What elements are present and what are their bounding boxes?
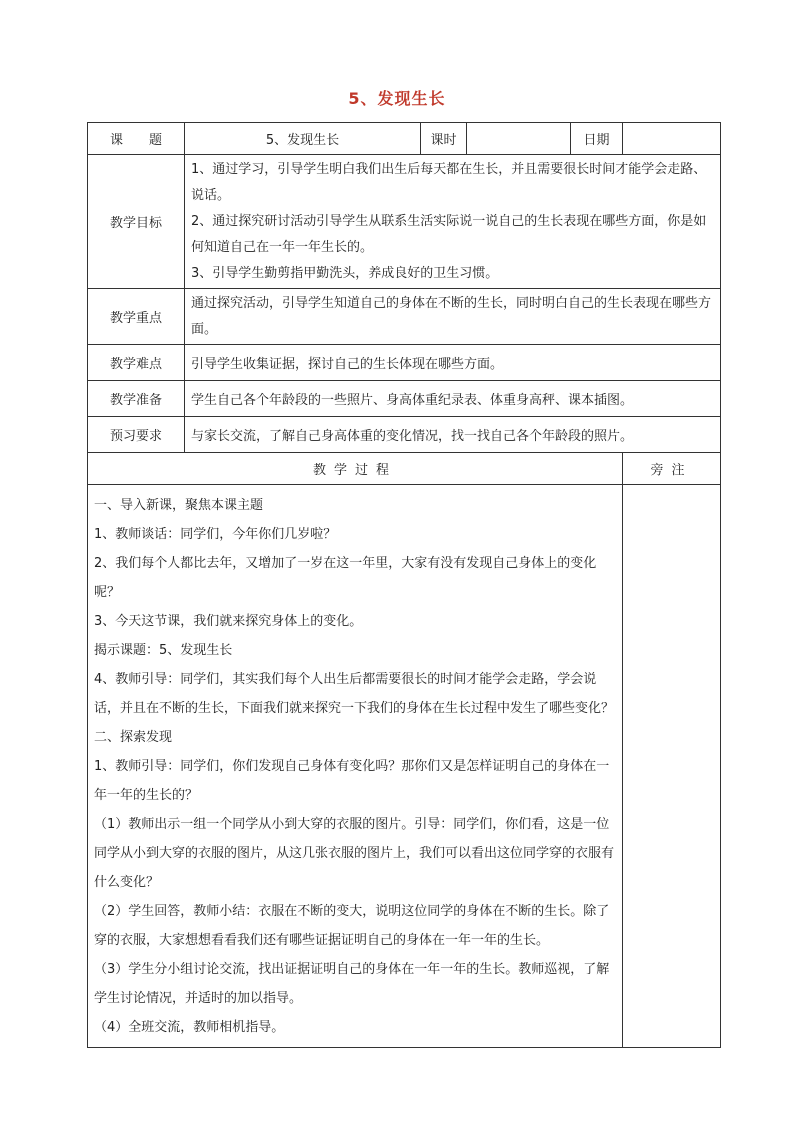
objectives-label: 教学目标 <box>88 155 185 289</box>
preview-label: 预习要求 <box>88 417 185 453</box>
process-line: 二、探索发现 <box>94 729 173 745</box>
date-label: 日期 <box>571 123 623 155</box>
process-line: （1）教师出示一组一个同学从小到大穿的衣服的图片。引导：同学们，你们看，这是一位同学从小到大穿的衣服的图片，从这几张衣服的图片上，我们可以看出这位同学穿的衣服有什么变化？ <box>94 816 615 890</box>
process-line: 2、我们每个人都比去年，又增加了一岁在这一年里，大家有没有发现自己身体上的变化呢？ <box>94 555 597 600</box>
topic-row <box>88 123 721 155</box>
notes-content <box>623 485 721 1048</box>
objectives-content <box>185 155 721 289</box>
topic-value: 5、发现生长 <box>185 123 421 155</box>
preview-content: 与家长交流，了解自己身高体重的变化情况，找一找自己各个年龄段的照片。 <box>185 417 721 453</box>
objective-line: 3、引导学生勤剪指甲勤洗头，养成良好的卫生习惯。 <box>191 265 499 281</box>
key-points-content: 通过探究活动，引导学生知道自己的身体在不断的生长，同时明白自己的生长表现在哪些方面。 <box>185 289 721 345</box>
process-header-row <box>88 453 721 485</box>
objective-line: 1、通过学习，引导学生明白我们出生后每天都在生长，并且需要很长时间才能学会走路、说话。 <box>191 161 707 203</box>
page-title: 5、发现生长 <box>348 89 446 108</box>
process-line: 4、教师引导：同学们，其实我们每个人出生后都需要很长的时间才能学会走路，学会说话，并且在不断的生长，下面我们就来探究一下我们的身体在生长过程中发生了哪些变化？ <box>94 671 615 716</box>
difficulties-row <box>88 345 721 381</box>
preparation-label: 教学准备 <box>88 381 185 417</box>
lesson-plan-table <box>87 122 721 1048</box>
process-line: （4）全班交流，教师相机指导。 <box>94 1019 285 1035</box>
period-label: 课时 <box>421 123 467 155</box>
process-line: 1、教师谈话：同学们，今年你们几岁啦？ <box>94 526 337 542</box>
key-points-row <box>88 289 721 345</box>
process-line: 3、今天这节课，我们就来探究身体上的变化。 <box>94 613 363 629</box>
notes-header: 旁注 <box>623 453 721 485</box>
process-line: （2）学生回答，教师小结：衣服在不断的变大，说明这位同学的身体在不断的生长。除了穿的衣服，大家想想看看我们还有哪些证据证明自己的身体在一年一年的生长。 <box>94 903 610 948</box>
preparation-content: 学生自己各个年龄段的一些照片、身高体重纪录表、体重身高秤、课本插图。 <box>185 381 721 417</box>
objective-line: 2、通过探究研讨活动引导学生从联系生活实际说一说自己的生长表现在哪些方面，你是如何知道自己在一年一年生长的。 <box>191 213 707 255</box>
preparation-row <box>88 381 721 417</box>
objectives-row <box>88 155 721 289</box>
period-value <box>467 123 571 155</box>
difficulties-label: 教学难点 <box>88 345 185 381</box>
topic-label: 课 题 <box>88 123 185 155</box>
process-line: （3）学生分小组讨论交流，找出证据证明自己的身体在一年一年的生长。教师巡视，了解学生讨论情况，并适时的加以指导。 <box>94 961 610 1006</box>
process-content <box>88 485 623 1048</box>
process-line: 1、教师引导：同学们，你们发现自己身体有变化吗？那你们又是怎样证明自己的身体在一年一年的生长的？ <box>94 758 610 803</box>
key-points-label: 教学重点 <box>88 289 185 345</box>
difficulties-content: 引导学生收集证据，探讨自己的生长体现在哪些方面。 <box>185 345 721 381</box>
date-value <box>623 123 721 155</box>
process-line: 一、导入新课，聚焦本课主题 <box>94 497 264 513</box>
process-line: 揭示课题：5、发现生长 <box>94 642 233 658</box>
process-header: 教学过程 <box>88 453 623 485</box>
preview-row <box>88 417 721 453</box>
process-body-row <box>88 485 721 1048</box>
